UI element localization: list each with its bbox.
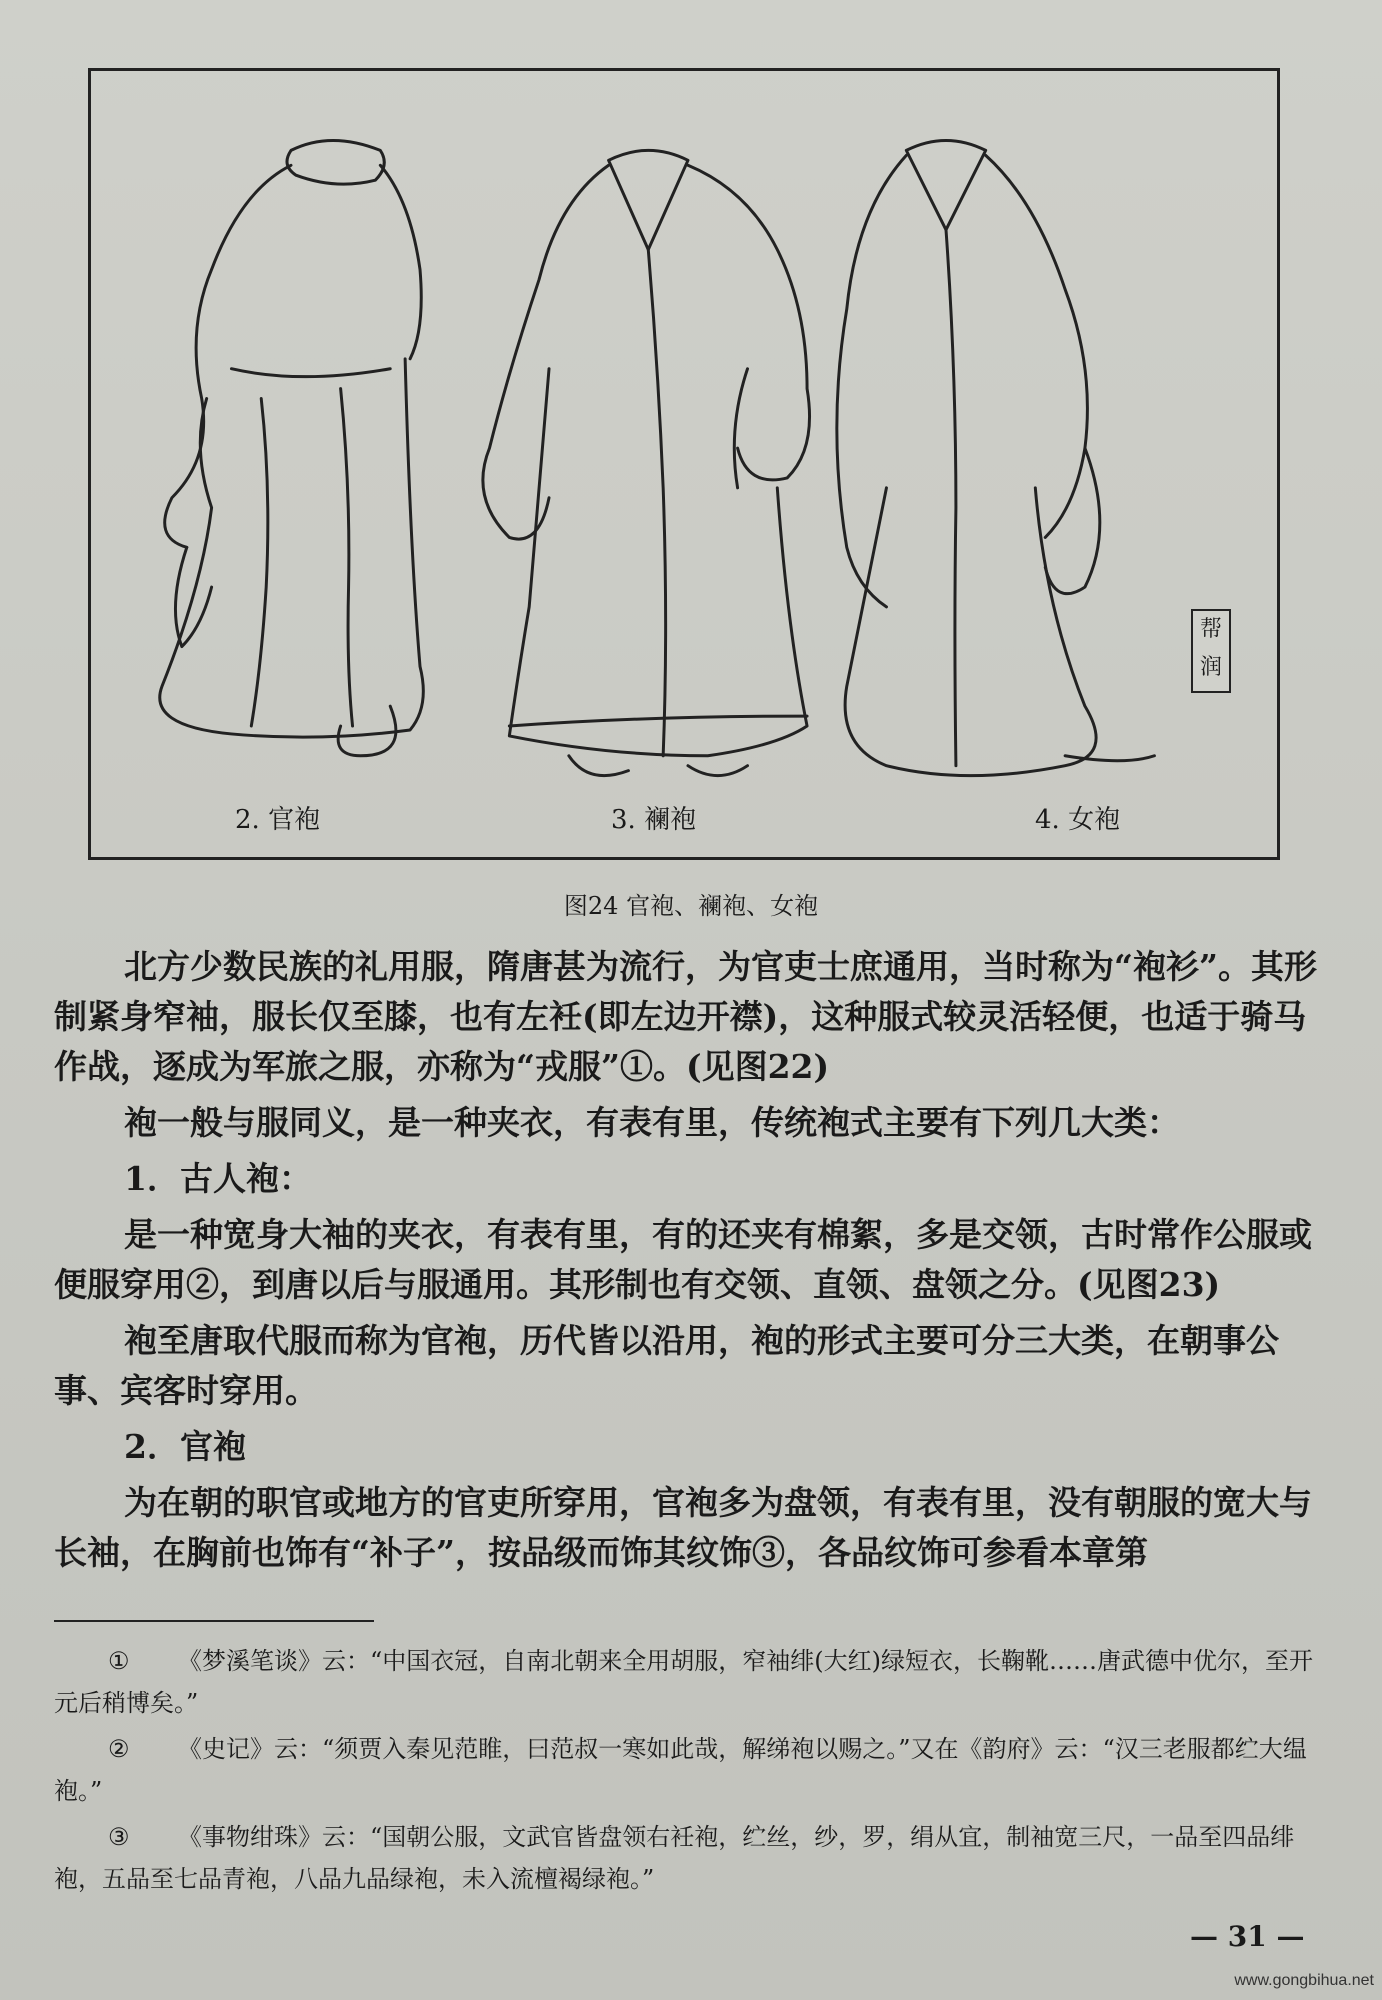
robe-drawings — [91, 71, 1277, 857]
section-heading: 1．古人袍： — [124, 1159, 312, 1198]
paragraph: 为在朝的职官或地方的官吏所穿用，官袍多为盘领，有表有里，没有朝服的宽大与长袖，在胸前也饰有“补子”，按品级而饰其纹饰③，各品纹饰可参看本章第 — [54, 1483, 1312, 1572]
figure-illustration — [88, 68, 1280, 860]
footnotes — [54, 1640, 1324, 1904]
footnote-text: 《史记》云：“须贾入秦见范睢，曰范叔一寒如此哉，解绨袍以赐之。”又在《韵府》云：“汉三老服都纻大缊袍。” — [54, 1735, 1307, 1805]
watermark: www.gongbihua.net — [1234, 1972, 1374, 1989]
artist-seal: 帮润 — [1191, 609, 1231, 693]
caption-womens-robe: 4. 女袍 — [1035, 805, 1121, 835]
page-number: — 31 — — [1190, 1920, 1305, 1953]
footnote — [54, 1728, 1324, 1812]
footnote — [54, 1640, 1324, 1724]
figure-title: 图24 官袍、襕袍、女袍 — [563, 892, 819, 920]
footnote-number: ② — [108, 1735, 130, 1763]
footnote-number: ③ — [108, 1823, 130, 1851]
womens-robe-drawing — [837, 140, 1155, 775]
footnote-divider — [54, 1620, 374, 1622]
lan-robe-drawing — [483, 150, 810, 775]
caption-lan-robe: 3. 襕袍 — [611, 805, 697, 835]
footnote-text: 《事物绀珠》云：“国朝公服，文武官皆盘领右衽袍，纻丝，纱，罗，绢从宜，制袖宽三尺，一品至四品绯袍，五品至七品青袍，八品九品绿袍，未入流檀褐绿袍。” — [54, 1823, 1295, 1893]
paragraph: 是一种宽身大袖的夹衣，有表有里，有的还夹有棉絮，多是交领，古时常作公服或便服穿用②，到唐以后与服通用。其形制也有交领、直领、盘领之分。(见图23) — [54, 1215, 1312, 1304]
footnote-text: 《梦溪笔谈》云：“中国衣冠，自南北朝来全用胡服，窄袖绯(大红)绿短衣，长鞠靴……唐武德中优尔，至开元后稍博矣。” — [54, 1647, 1313, 1717]
paragraph: 袍一般与服同义，是一种夹衣，有表有里，传统袍式主要有下列几大类： — [124, 1103, 1180, 1142]
caption-official-robe: 2. 官袍 — [235, 805, 321, 835]
footnote — [54, 1816, 1324, 1900]
section-heading: 2．官袍 — [124, 1427, 246, 1466]
paragraph: 袍至唐取代服而称为官袍，历代皆以沿用，袍的形式主要可分三大类，在朝事公事、宾客时穿用。 — [54, 1321, 1279, 1410]
paragraph: 北方少数民族的礼用服，隋唐甚为流行，为官吏士庶通用，当时称为“袍衫”。其形制紧身窄袖，服长仅至膝，也有左衽(即左边开襟)，这种服式较灵活轻便，也适于骑马作战，逐成为军旅之服，亦称为“戎服”①。(见图22) — [54, 947, 1317, 1086]
body-text — [54, 942, 1324, 1584]
official-robe-drawing — [160, 140, 424, 755]
footnote-number: ① — [108, 1647, 130, 1675]
